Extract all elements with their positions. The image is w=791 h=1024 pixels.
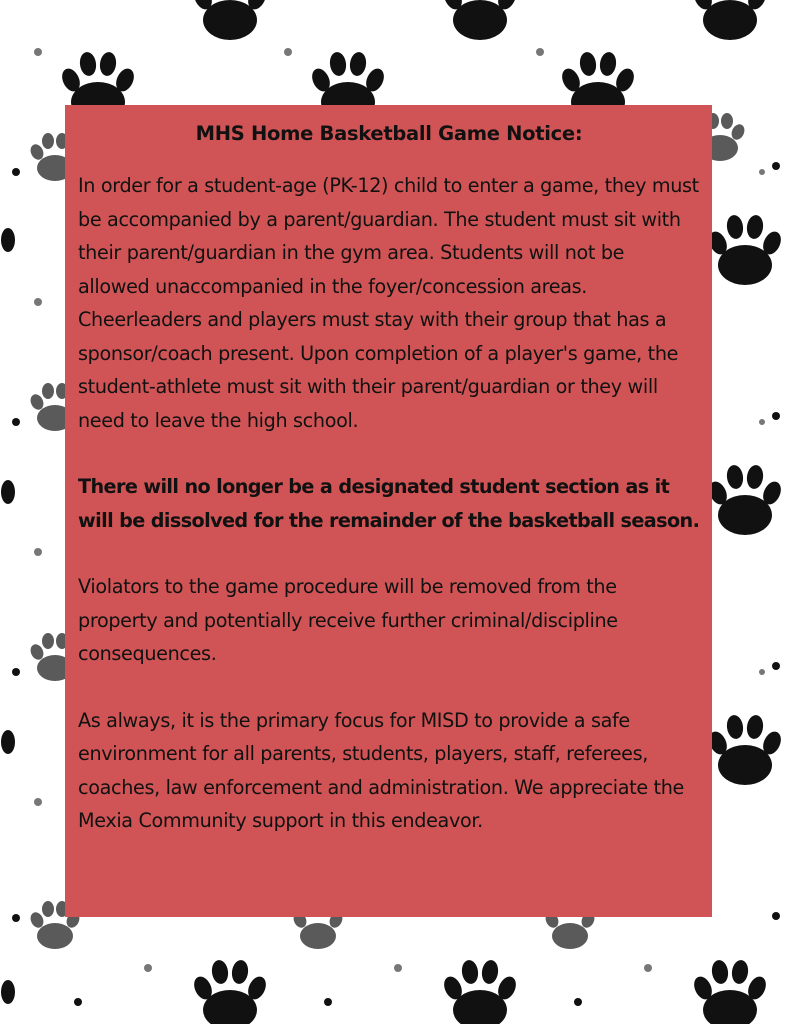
paw-print-icon	[191, 959, 270, 1024]
paw-print-icon	[191, 0, 270, 40]
notice-paragraph-student-section: There will no longer be a designated student section as it will be dissolved for the remainder of the basketball season.	[78, 475, 700, 532]
notice-panel	[65, 105, 712, 917]
paw-print-icon	[441, 959, 520, 1024]
notice-paragraph-violators: Violators to the game procedure will be removed from the property and potentially receive further criminal/discipline consequences.	[78, 575, 618, 665]
notice-paragraph-entry-rules: In order for a student-age (PK-12) child to enter a game, they must be accompanied by a parent/guardian. The student must sit with their parent/guardian in the gym area. Students will not be allowed unaccompanied in the foyer/concession areas. Cheerleaders and players must stay with their group that has a sponsor/coach present. Upon completion of a player's game, the student-athlete must sit with their parent/guardian or they will need to leave the high school.	[78, 174, 699, 432]
notice-title: MHS Home Basketball Game Notice:	[195, 122, 583, 145]
paw-print-icon	[691, 0, 770, 40]
notice-paragraph-safety: As always, it is the primary focus for MISD to provide a safe environment for all parents, students, players, staff, referees, coaches, law enforcement and administration. We appreciate the Mexia Community support in this endeavor.	[78, 708, 684, 832]
paw-print-icon	[706, 214, 785, 285]
paw-print-icon	[441, 0, 520, 40]
paw-print-icon	[706, 714, 785, 785]
paw-print-icon	[691, 959, 770, 1024]
paw-print-icon	[706, 464, 785, 535]
